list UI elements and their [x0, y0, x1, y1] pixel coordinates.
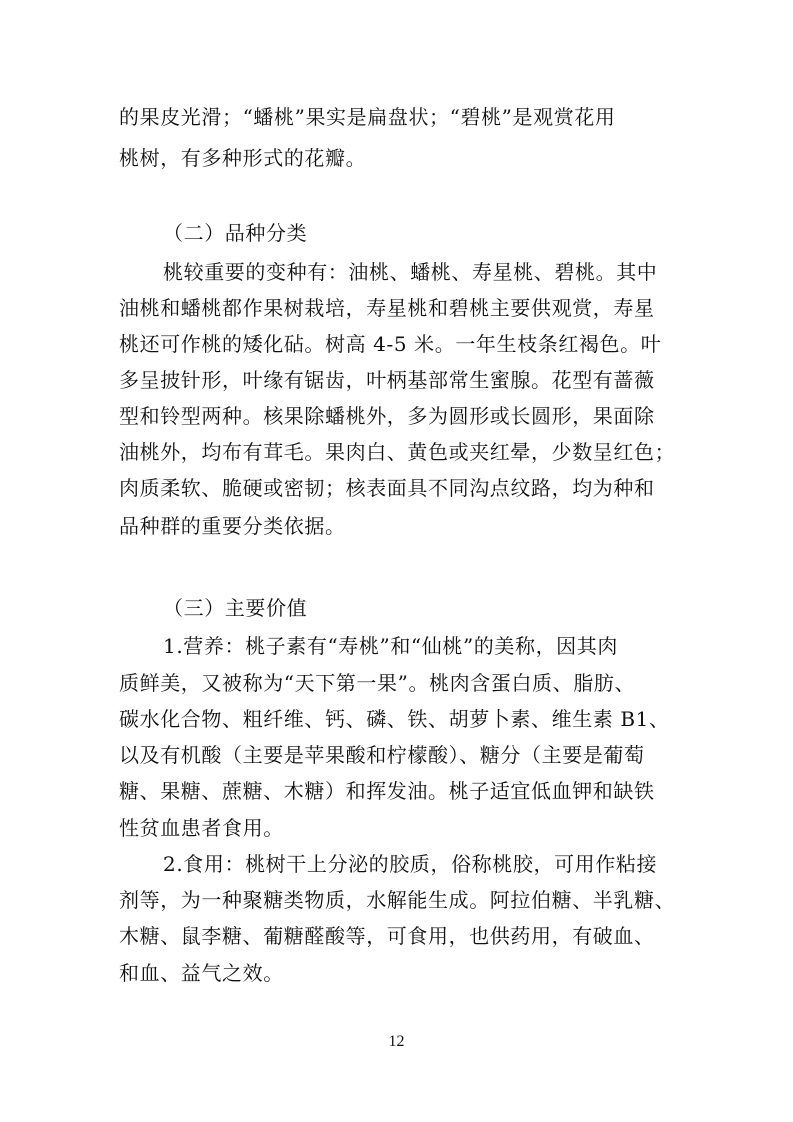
paragraph-line: 2.食用：桃树干上分泌的胶质，俗称桃胶，可用作粘接 — [163, 852, 658, 876]
paragraph-line: 桃还可作桃的矮化砧。树高 4-5 米。一年生枝条红褐色。叶 — [119, 332, 662, 356]
section-heading: （三）主要价值 — [163, 596, 308, 620]
paragraph-line: 剂等，为一种聚糖类物质，水解能生成。阿拉伯糖、半乳糖、 — [119, 888, 676, 912]
paragraph-line: 肉质柔软、脆硬或密韧；核表面具不同沟点纹路，均为种和 — [119, 476, 655, 500]
paragraph-line: 桃树，有多种形式的花瓣。 — [119, 146, 367, 170]
paragraph-line: 的果皮光滑；“蟠桃”果实是扁盘状；“碧桃”是观赏花用 — [119, 105, 616, 129]
paragraph-line: 碳水化合物、粗纤维、钙、磷、铁、胡萝卜素、维生素 B1、 — [119, 707, 670, 731]
paragraph-line: 油桃外，均布有茸毛。果肉白、黄色或夹红晕，少数呈红色； — [119, 440, 676, 464]
paragraph-line: 多呈披针形，叶缘有锯齿，叶柄基部常生蜜腺。花型有蔷薇 — [119, 368, 655, 392]
paragraph-line: 性贫血患者食用。 — [119, 816, 284, 840]
paragraph-line: 以及有机酸（主要是苹果酸和柠檬酸）、糖分（主要是葡萄 — [119, 743, 645, 767]
paragraph-line: 质鲜美，又被称为“天下第一果”。桃肉含蛋白质、脂肪、 — [119, 671, 636, 695]
paragraph-line: 桃较重要的变种有：油桃、蟠桃、寿星桃、碧桃。其中 — [163, 260, 658, 284]
paragraph-line: 糖、果糖、蔗糖、木糖）和挥发油。桃子适宜低血钾和缺铁 — [119, 779, 655, 803]
paragraph-line: 油桃和蟠桃都作果树栽培，寿星桃和碧桃主要供观赏，寿星 — [119, 296, 655, 320]
paragraph-line: 型和铃型两种。核果除蟠桃外，多为圆形或长圆形，果面除 — [119, 404, 655, 428]
paragraph-line: 和血、益气之效。 — [119, 961, 284, 985]
section-heading: （二）品种分类 — [163, 221, 308, 245]
paragraph-line: 品种群的重要分类依据。 — [119, 514, 346, 538]
page-number: 12 — [388, 1033, 405, 1050]
paragraph-line: 木糖、鼠李糖、葡糖醛酸等，可食用，也供药用，有破血、 — [119, 924, 655, 948]
paragraph-line: 1.营养：桃子素有“寿桃”和“仙桃”的美称，因其肉 — [163, 634, 618, 658]
